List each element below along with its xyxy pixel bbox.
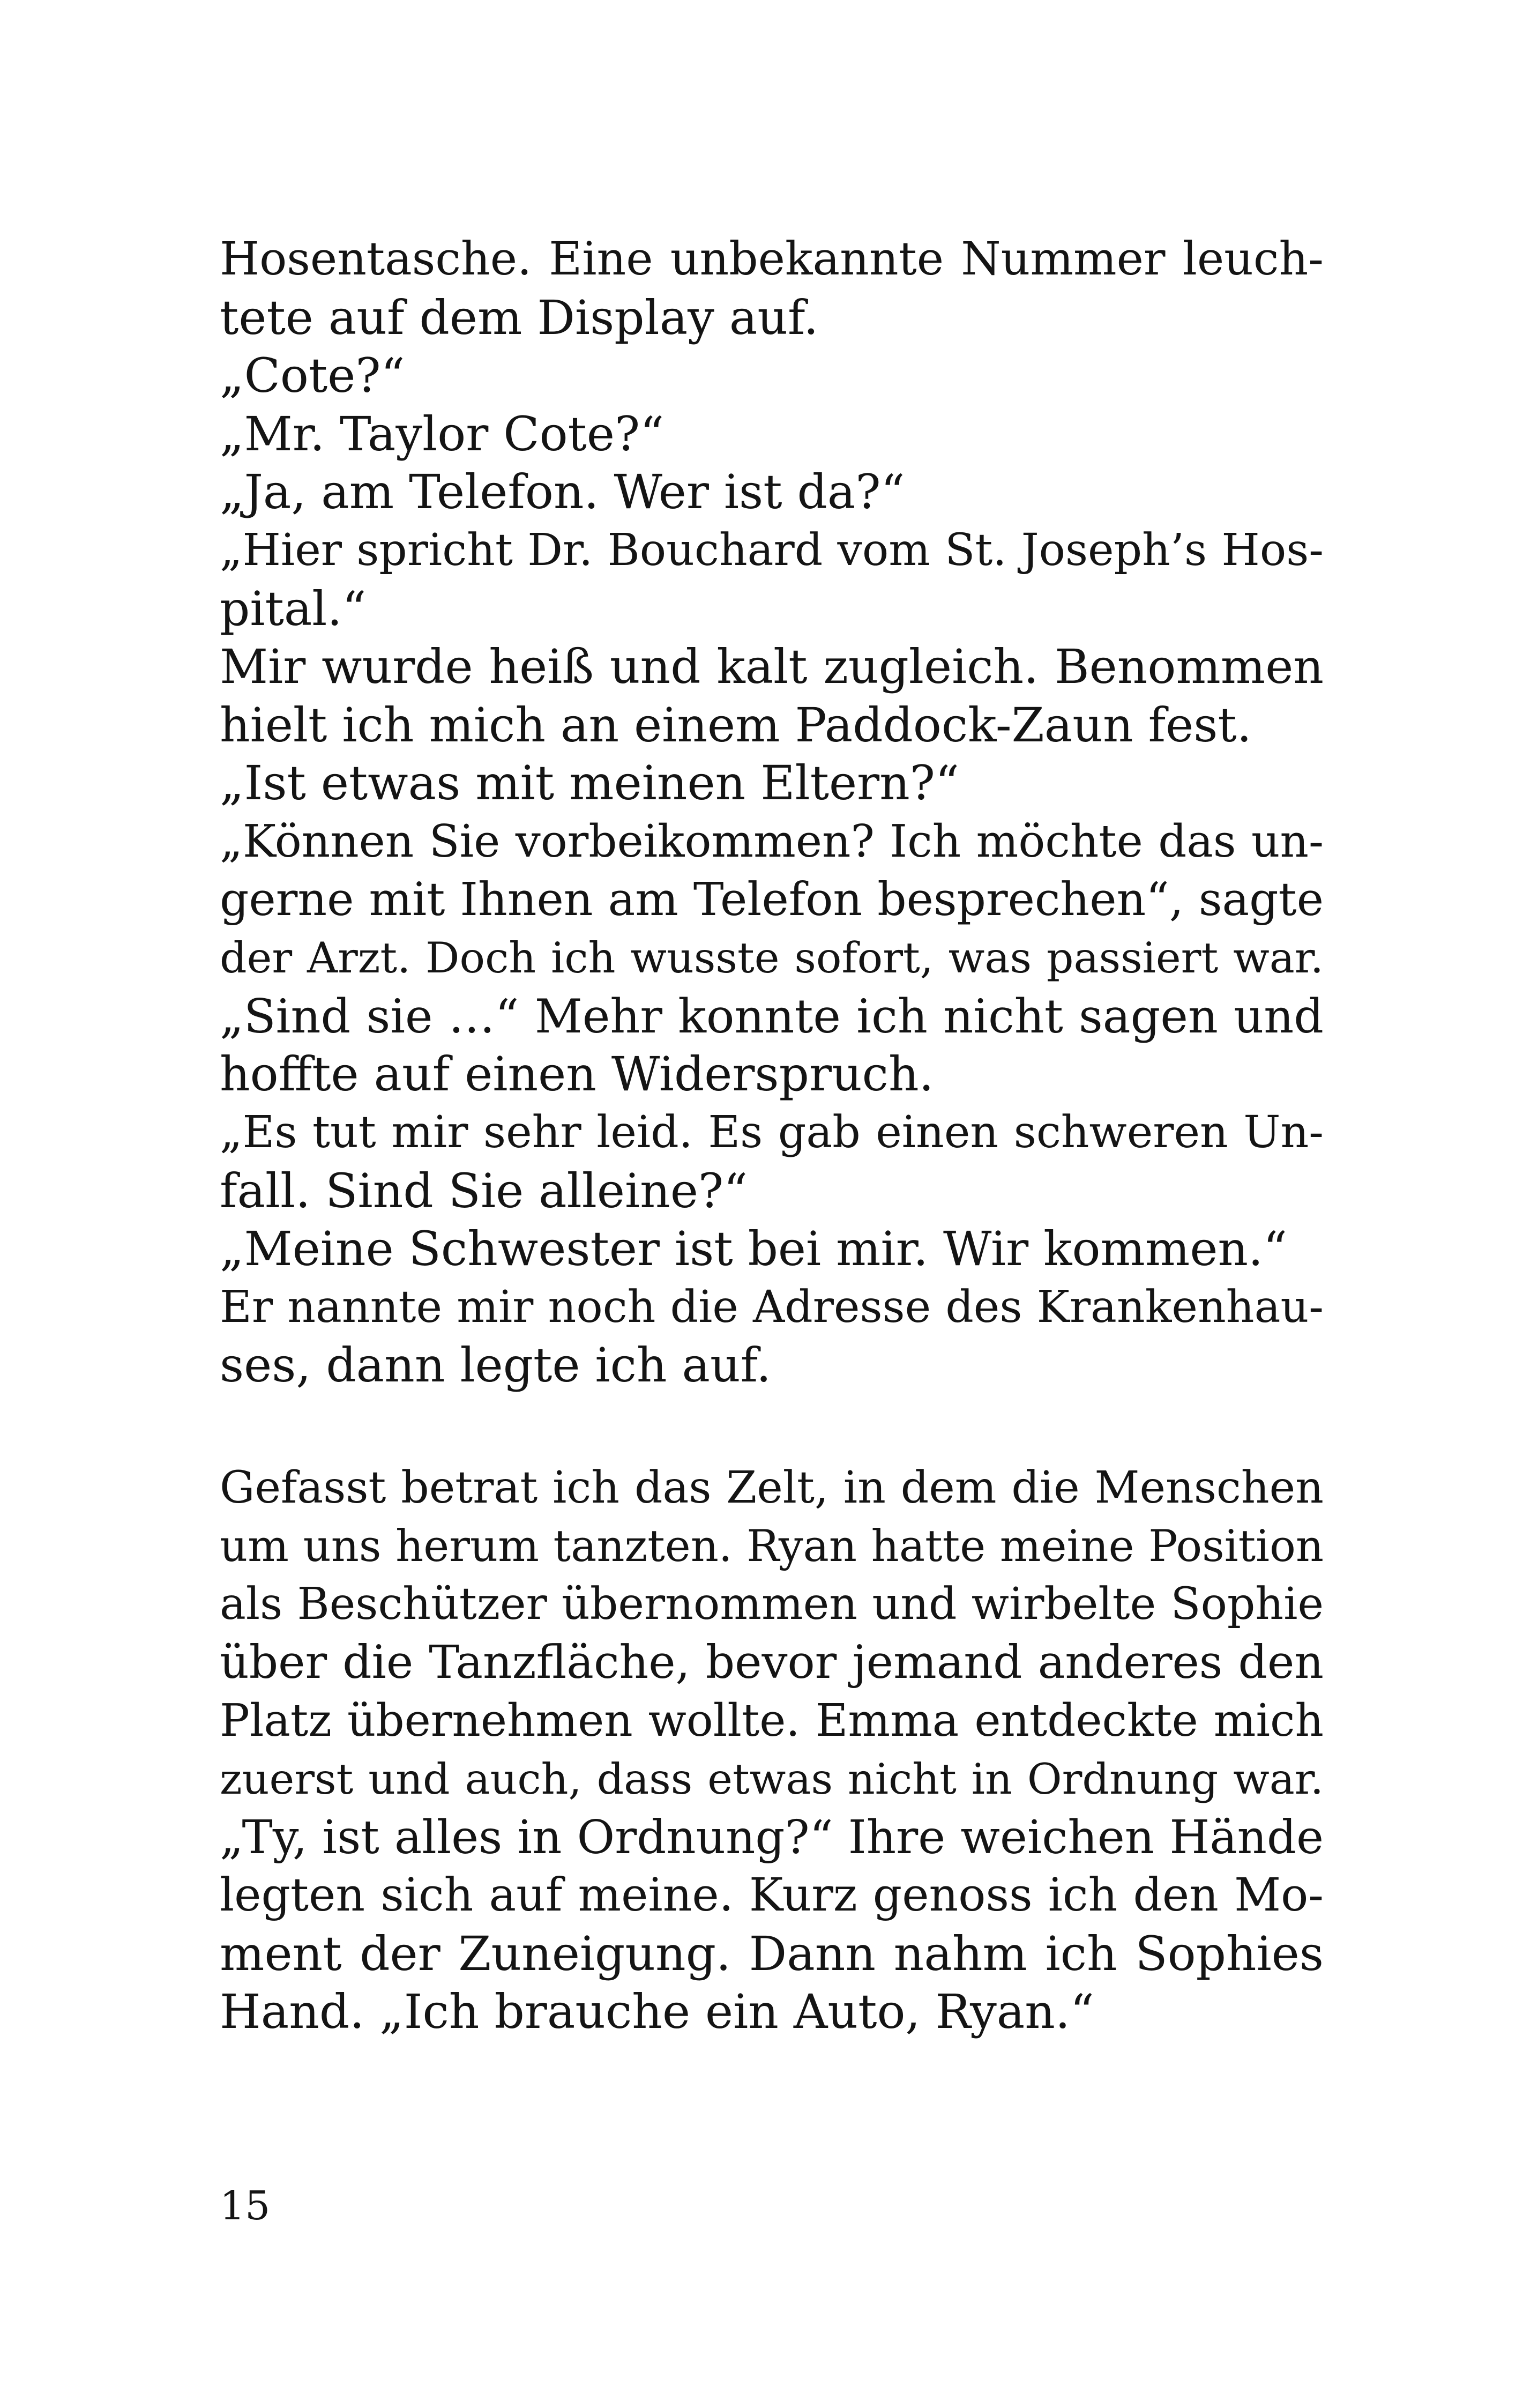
text-line: gerne mit Ihnen am Telefon besprechen“, sagte xyxy=(220,873,1324,926)
text-line: hoffte auf einen Widerspruch. xyxy=(220,1046,934,1102)
text-line: legten sich auf meine. Kurz genoss ich den Mo- xyxy=(220,1869,1324,1922)
text-line: Mir wurde heiß und kalt zugleich. Benommen xyxy=(220,639,1324,695)
text-line: Platz übernehmen wollte. Emma entdeckte mich xyxy=(220,1694,1324,1747)
text-line: hielt ich mich an einem Paddock-Zaun fest. xyxy=(220,697,1252,753)
text-line: Hosentasche. Eine unbekannte Nummer leuch- xyxy=(220,233,1324,286)
text-line: fall. Sind Sie alleine?“ xyxy=(220,1163,748,1218)
text-line: Er nannte mir noch die Adresse des Krankenhau- xyxy=(220,1281,1324,1333)
text-line: zuerst und auch, dass etwas nicht in Ordnung war. xyxy=(220,1754,1324,1804)
text-line: ses, dann legte ich auf. xyxy=(220,1337,772,1393)
paragraph-tent-scene xyxy=(220,1459,1324,2041)
text-line: „Cote?“ xyxy=(220,348,405,404)
text-line: „Sind sie …“ Mehr konnte ich nicht sagen und xyxy=(220,989,1324,1044)
text-line: pital.“ xyxy=(220,581,367,636)
text-line: „Ist etwas mit meinen Eltern?“ xyxy=(220,755,959,811)
text-line: über die Tanzfläche, bevor jemand anderes den xyxy=(220,1636,1324,1689)
text-line: „Können Sie vorbeikommen? Ich möchte das un- xyxy=(220,815,1324,867)
text-line: „Ja, am Telefon. Wer ist da?“ xyxy=(220,464,905,520)
paragraph-phone-call xyxy=(220,231,1324,1395)
text-line: tete auf dem Display auf. xyxy=(220,289,819,345)
text-line: Gefasst betrat ich das Zelt, in dem die Menschen xyxy=(220,1462,1324,1513)
text-line: „Ty, ist alles in Ordnung?“ Ihre weichen Hände xyxy=(220,1810,1324,1864)
text-line: „Hier spricht Dr. Bouchard vom St. Joseph’s Hos- xyxy=(220,524,1324,576)
text-line: als Beschützer übernommen und wirbelte Sophie xyxy=(220,1579,1324,1630)
text-line: „Mr. Taylor Cote?“ xyxy=(220,406,665,462)
text-line: ment der Zuneigung. Dann nahm ich Sophies xyxy=(220,1926,1324,1981)
page-number: 15 xyxy=(220,2183,271,2229)
text-line: der Arzt. Doch ich wusste sofort, was passiert war. xyxy=(220,933,1324,983)
text-line: „Es tut mir sehr leid. Es gab einen schweren Un- xyxy=(220,1106,1324,1158)
text-line: „Meine Schwester ist bei mir. Wir kommen.“ xyxy=(220,1221,1288,1277)
text-line: um uns herum tanzten. Ryan hatte meine Position xyxy=(220,1521,1324,1572)
text-line: Hand. „Ich brauche ein Auto, Ryan.“ xyxy=(220,1984,1094,2040)
